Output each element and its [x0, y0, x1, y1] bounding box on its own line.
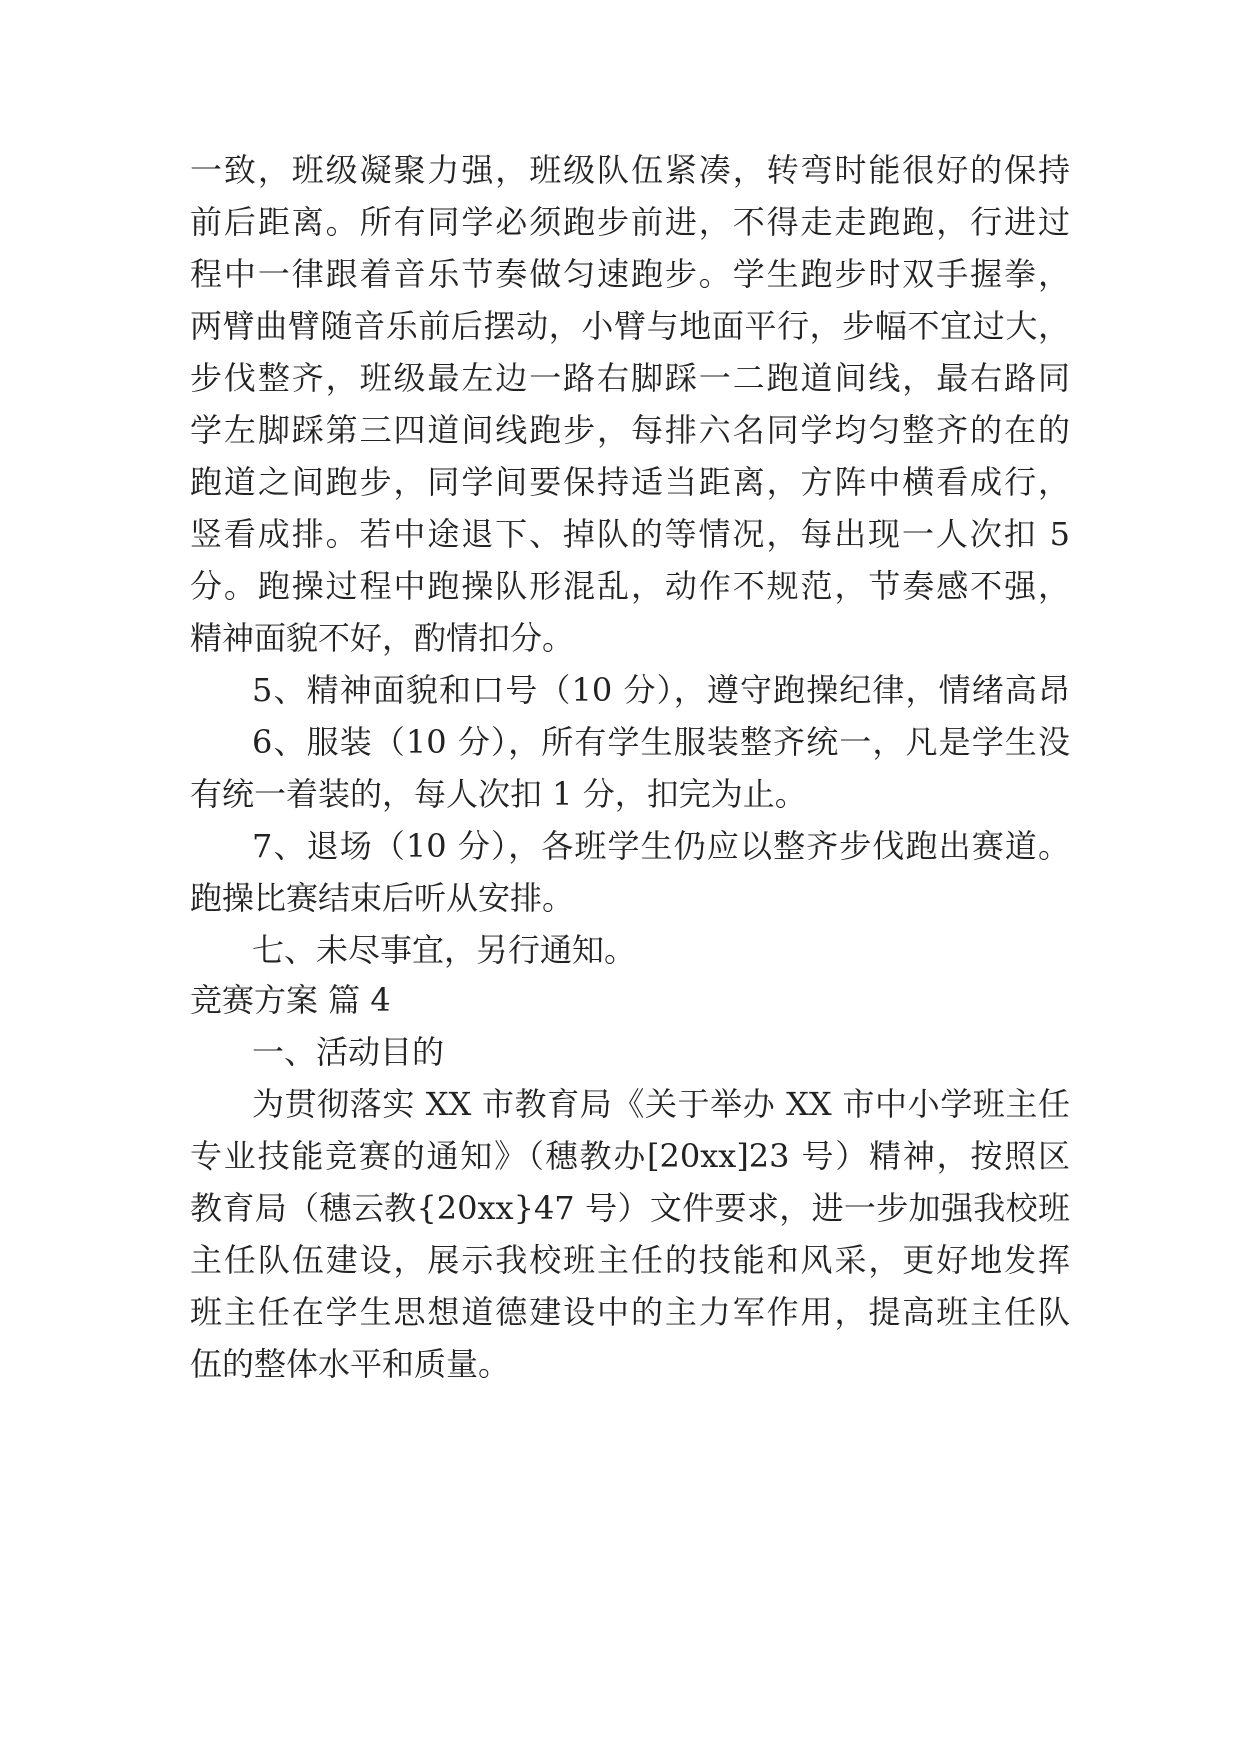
body-line: 两臂曲臂随音乐前后摆动，小臂与地面平行，步幅不宜过大， — [190, 307, 1070, 345]
section-seven: 七、未尽事宜，另行通知。 — [252, 931, 637, 969]
subsection-heading: 一、活动目的 — [252, 1033, 445, 1071]
body-line: 学左脚踩第三四道间线跑步，每排六名同学均匀整齐的在的 — [190, 411, 1070, 449]
paragraph-line: 专业技能竞赛的通知》（穗教办[20xx]23 号）精神，按照区 — [190, 1137, 1070, 1175]
body-line: 程中一律跟着音乐节奏做匀速跑步。学生跑步时双手握拳， — [190, 255, 1070, 293]
body-line: 精神面貌不好，酌情扣分。 — [190, 619, 575, 657]
list-item-6: 6、服装（10 分），所有学生服装整齐统一，凡是学生没 — [252, 723, 1070, 761]
paragraph-line: 为贯彻落实 XX 市教育局《关于举办 XX 市中小学班主任 — [252, 1085, 1070, 1123]
paragraph-line: 教育局（穗云教{20xx}47 号）文件要求，进一步加强我校班 — [190, 1189, 1070, 1227]
list-item-7: 7、退场（10 分），各班学生仍应以整齐步伐跑出赛道。 — [252, 827, 1070, 865]
section-heading: 竞赛方案 篇 4 — [190, 981, 391, 1019]
list-item-5: 5、精神面貌和口号（10 分），遵守跑操纪律，情绪高昂 — [252, 671, 1070, 709]
paragraph-line: 伍的整体水平和质量。 — [190, 1345, 511, 1383]
body-line: 跑操比赛结束后听从安排。 — [190, 879, 575, 917]
body-line: 有统一着装的，每人次扣 1 分，扣完为止。 — [190, 775, 807, 813]
body-line: 分。跑操过程中跑操队形混乱，动作不规范，节奏感不强， — [190, 567, 1070, 605]
body-line: 竖看成排。若中途退下、掉队的等情况，每出现一人次扣 5 — [190, 515, 1070, 553]
paragraph-line: 班主任在学生思想道德建设中的主力军作用，提高班主任队 — [190, 1293, 1070, 1331]
paragraph-line: 主任队伍建设，展示我校班主任的技能和风采，更好地发挥 — [190, 1241, 1070, 1279]
body-line: 一致，班级凝聚力强，班级队伍紧凑，转弯时能很好的保持 — [190, 151, 1070, 189]
body-line: 前后距离。所有同学必须跑步前进，不得走走跑跑，行进过 — [190, 203, 1070, 241]
body-line: 步伐整齐，班级最左边一路右脚踩一二跑道间线，最右路同 — [190, 359, 1070, 397]
body-line: 跑道之间跑步，同学间要保持适当距离，方阵中横看成行， — [190, 463, 1070, 501]
